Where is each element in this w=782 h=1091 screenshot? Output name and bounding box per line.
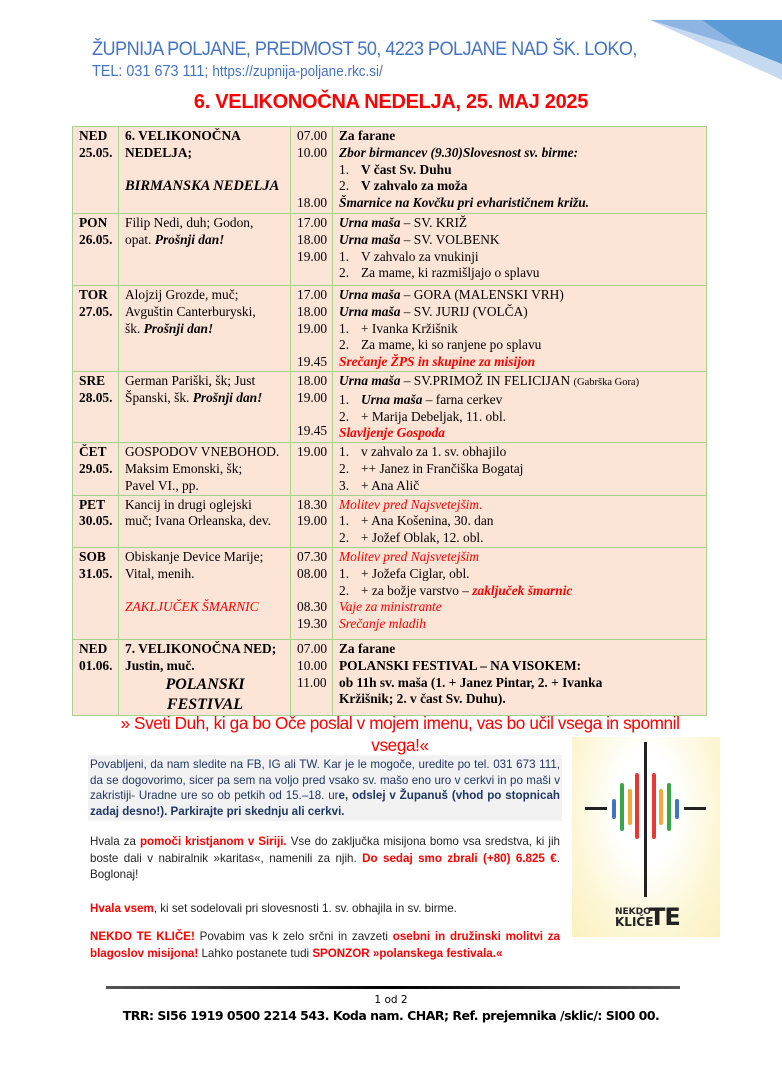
day-date: 28.05. bbox=[79, 389, 113, 405]
list-number: 2. bbox=[339, 178, 350, 194]
mass-time: 08.00 bbox=[297, 565, 328, 581]
mass-time: 10.00 bbox=[297, 657, 328, 673]
list-number: 2. bbox=[339, 582, 350, 598]
para-text: Povabim vas k zelo srčni in zavzeti bbox=[194, 930, 393, 943]
mass-time: 07.00 bbox=[297, 128, 328, 143]
mass-time: 11.00 bbox=[297, 674, 327, 690]
intention-text: ob 11h sv. maša (1. + Janez Pintar, 2. + Ivanka bbox=[339, 674, 603, 690]
day-cell bbox=[73, 443, 119, 495]
intention-text: – SV.PRIMOŽ IN FELICIJAN bbox=[400, 372, 574, 388]
feast-text: German Pariški, šk; Just bbox=[125, 372, 256, 388]
list-number: 2. bbox=[339, 460, 350, 476]
list-number: 1. bbox=[339, 513, 350, 529]
list-number: 1. bbox=[339, 161, 350, 177]
list-number: 1. bbox=[339, 565, 350, 581]
day-date: 31.05. bbox=[79, 565, 113, 581]
schedule-row bbox=[73, 286, 707, 372]
feast-cell bbox=[119, 286, 291, 372]
sound-bar bbox=[620, 783, 624, 831]
intention-text: V zahvalo za moža bbox=[361, 178, 468, 194]
feast-cell bbox=[119, 214, 291, 286]
feast-text: 7. VELIKONOČNA NED; bbox=[125, 640, 277, 656]
intention-text: Za farane bbox=[339, 640, 396, 656]
feast-note: Prošnji dan! bbox=[154, 231, 225, 247]
intention-text: V čast Sv. Duhu bbox=[361, 161, 452, 177]
intention-text: – GORA (MALENSKI VRH) bbox=[400, 287, 564, 302]
list-number: 2. bbox=[339, 530, 350, 546]
intention-label: Urna maša bbox=[339, 231, 401, 247]
mass-time: 19.00 bbox=[297, 320, 328, 336]
day-cell bbox=[73, 286, 119, 372]
time-cell bbox=[291, 371, 333, 442]
feast-text: Obiskanje Device Marije; bbox=[125, 548, 264, 564]
intention-label: Urna maša bbox=[339, 303, 401, 319]
day-date: 26.05. bbox=[79, 231, 113, 247]
cross-right-arm bbox=[684, 807, 706, 810]
cross-left-arm bbox=[585, 807, 607, 810]
para-text: Hvala za bbox=[90, 835, 140, 848]
mass-time: 19.00 bbox=[297, 513, 328, 529]
corner-decoration bbox=[632, 0, 782, 80]
intention-text: Za mame, ki razmišljajo o splavu bbox=[361, 265, 540, 281]
mass-time: 19.00 bbox=[297, 444, 328, 460]
intention-text: + Ivanka Kržišnik bbox=[361, 320, 458, 336]
mass-time: 18.00 bbox=[297, 303, 328, 319]
mass-time: 19.30 bbox=[297, 616, 328, 632]
logo-text-nekdo: NEKDO bbox=[615, 907, 651, 917]
intention-location: (Gabrška Gora) bbox=[573, 376, 640, 388]
feast-note: Prošnji dan! bbox=[192, 389, 263, 405]
list-number: 1. bbox=[339, 320, 350, 336]
time-cell bbox=[291, 286, 333, 372]
parish-website-link[interactable]: https://zupnija-poljane.rkc.si/ bbox=[212, 63, 383, 80]
parish-phone: TEL: 031 673 111; bbox=[92, 63, 209, 80]
intention-text: v zahvalo za 1. sv. obhajilo bbox=[361, 444, 507, 460]
intention-text: Srečanje mladih bbox=[339, 616, 426, 632]
list-number: 1. bbox=[339, 444, 350, 460]
mass-time: 07.00 bbox=[297, 640, 328, 656]
schedule-row bbox=[73, 495, 707, 547]
sound-bar bbox=[652, 773, 656, 839]
mass-time: 19.00 bbox=[297, 248, 328, 264]
intention-text: ++ Janez in Frančiška Bogataj bbox=[361, 460, 524, 476]
day-name: PON bbox=[79, 215, 108, 230]
feast-text: Filip Nedi, duh; Godon, bbox=[125, 215, 254, 230]
intention-text: + Ana Košenina, 30. dan bbox=[361, 513, 494, 529]
page-title: 6. VELIKONOČNA NEDELJA, 25. MAJ 2025 bbox=[193, 91, 589, 113]
mass-time: 19.45 bbox=[297, 354, 328, 370]
feast-cell bbox=[119, 371, 291, 442]
intention-text: Srečanje ŽPS in skupine za misijon bbox=[339, 354, 536, 370]
mission-logo bbox=[572, 737, 720, 937]
intention-text: Molitev pred Najsvetejšim. bbox=[339, 496, 483, 512]
intention-label: Urna maša bbox=[339, 287, 401, 302]
mass-time: 19.45 bbox=[297, 423, 328, 439]
time-cell bbox=[291, 495, 333, 547]
donation-total: Do sedaj smo zbrali (+80) 6.825 € bbox=[362, 851, 557, 865]
quote-line: » Sveti Duh, ki ga bo Oče poslal v mojem imenu, vas bo učil vsega in spomnil bbox=[120, 713, 680, 733]
feast-text: muč; Ivana Orleanska, dev. bbox=[125, 513, 271, 529]
para-text: Lahko postanete tudi bbox=[198, 946, 313, 960]
intention-text: – farna cerkev bbox=[422, 391, 503, 407]
para-highlight: NEKDO TE KLIČE! bbox=[90, 930, 195, 943]
list-number: 1. bbox=[339, 248, 350, 264]
mass-time: 18.00 bbox=[297, 231, 328, 247]
intention-cell bbox=[333, 371, 707, 442]
day-name: NED bbox=[79, 640, 108, 656]
footer-divider bbox=[106, 986, 680, 989]
day-name: ČET bbox=[79, 444, 107, 460]
mass-time: 10.00 bbox=[297, 144, 328, 160]
feast-note: POLANSKI bbox=[165, 675, 245, 693]
feast-text: Avguštin Canterburyski, bbox=[125, 303, 256, 319]
feast-note: Prošnji dan! bbox=[143, 320, 214, 336]
feast-text: Kancij in drugi oglejski bbox=[125, 496, 252, 512]
para-text: , ki set sodelovali pri slovesnosti 1. sv. obhajila in sv. birme. bbox=[153, 902, 457, 915]
contact-info-box bbox=[88, 755, 562, 821]
feast-text: Pavel VI., pp. bbox=[125, 477, 199, 493]
sound-bar bbox=[675, 799, 679, 819]
feast-cell bbox=[119, 443, 291, 495]
mass-time: 18.00 bbox=[297, 372, 328, 388]
syria-donation-paragraph bbox=[90, 834, 560, 884]
cross-vertical bbox=[644, 742, 647, 897]
schedule-row bbox=[73, 547, 707, 639]
feast-text: 6. VELIKONOČNA bbox=[125, 128, 241, 143]
intention-label: Urna maša bbox=[339, 215, 401, 230]
schedule-row bbox=[73, 371, 707, 442]
intention-cell bbox=[333, 127, 707, 214]
para-text: . Boglonaj! bbox=[90, 851, 560, 881]
para-highlight: osebni in družinski molitvi za blagoslov misijona! bbox=[90, 930, 560, 960]
sound-bar bbox=[628, 789, 632, 825]
sound-bar bbox=[635, 773, 639, 839]
feast-cell bbox=[119, 639, 291, 715]
intention-text: Zbor birmancev (9.30)Slovesnost sv. birme: bbox=[339, 144, 579, 160]
day-cell bbox=[73, 495, 119, 547]
day-cell bbox=[73, 371, 119, 442]
bank-account-info: TRR: SI56 1919 0500 2214 543. Koda nam. CHAR; Ref. prejemnika /sklic/: SI00 00. bbox=[122, 1008, 660, 1023]
day-date: 01.06. bbox=[79, 657, 113, 673]
day-name: PET bbox=[79, 496, 106, 512]
intention-text: – SV. VOLBENK bbox=[400, 231, 500, 247]
day-date: 25.05. bbox=[79, 144, 113, 160]
intention-text: Molitev pred Najsvetejšim bbox=[339, 548, 480, 564]
list-number: 2. bbox=[339, 408, 350, 424]
time-cell bbox=[291, 127, 333, 214]
day-date: 30.05. bbox=[79, 513, 113, 529]
feast-note: ZAKLJUČEK ŠMARNIC bbox=[125, 599, 259, 615]
mission-paragraph bbox=[90, 929, 560, 962]
intention-text: Vaje za ministrante bbox=[339, 599, 442, 615]
intention-text: V zahvalo za vnukinji bbox=[361, 248, 479, 264]
mass-time: 18.30 bbox=[297, 496, 328, 512]
intention-label: Urna maša bbox=[361, 391, 423, 407]
day-cell bbox=[73, 639, 119, 715]
intention-text: + Ana Alič bbox=[361, 477, 420, 493]
mass-time: 18.00 bbox=[297, 195, 328, 211]
feast-cell bbox=[119, 127, 291, 214]
intention-cell bbox=[333, 214, 707, 286]
day-name: SRE bbox=[79, 372, 106, 388]
time-cell bbox=[291, 214, 333, 286]
intention-text: + Jožef Oblak, 12. obl. bbox=[361, 530, 484, 546]
intention-cell bbox=[333, 443, 707, 495]
day-date: 29.05. bbox=[79, 460, 113, 476]
list-number: 2. bbox=[339, 337, 350, 353]
intention-cell bbox=[333, 495, 707, 547]
intention-text: Za farane bbox=[339, 128, 396, 143]
feast-text: Maksim Emonski, šk; bbox=[125, 460, 243, 476]
para-highlight: SPONZOR »polanskega festivala.« bbox=[312, 946, 503, 960]
intention-text: – SV. KRIŽ bbox=[400, 215, 468, 230]
sound-bar bbox=[667, 783, 671, 831]
intention-text: Za mame, ki so ranjene po splavu bbox=[361, 337, 542, 353]
day-date: 27.05. bbox=[79, 303, 113, 319]
intention-text: POLANSKI FESTIVAL – NA VISOKEM: bbox=[339, 657, 582, 673]
list-number: 1. bbox=[339, 391, 350, 407]
intention-text: + Jožefa Ciglar, obl. bbox=[361, 565, 470, 581]
intention-label: Urna maša bbox=[339, 372, 401, 388]
intention-cell bbox=[333, 286, 707, 372]
feast-note: FESTIVAL bbox=[166, 695, 244, 713]
feast-cell bbox=[119, 547, 291, 639]
intention-cell bbox=[333, 547, 707, 639]
para-highlight: Hvala vsem bbox=[90, 902, 154, 915]
schedule-row bbox=[73, 214, 707, 286]
mass-time: 19.00 bbox=[297, 389, 328, 405]
feast-text: opat. bbox=[125, 231, 152, 247]
feast-text: BIRMANSKA NEDELJA bbox=[125, 178, 280, 195]
sound-bar bbox=[659, 789, 663, 825]
schedule-row bbox=[73, 127, 707, 214]
intention-text: + za božje varstvo – bbox=[361, 582, 473, 598]
intention-note: zaključek šmarnic bbox=[472, 582, 573, 598]
feast-text: Justin, muč. bbox=[125, 657, 195, 673]
parish-address: ŽUPNIJA POLJANE, PREDMOST 50, 4223 POLJANE NAD ŠK. LOKO, bbox=[92, 38, 637, 60]
intention-text: + Marija Debeljak, 11. obl. bbox=[361, 408, 507, 424]
intention-text: Kržišnik; 2. v čast Sv. Duhu). bbox=[339, 691, 506, 707]
feast-text: GOSPODOV VNEBOHOD. bbox=[125, 444, 280, 460]
feast-text: Španski, šk. bbox=[125, 389, 190, 405]
feast-text: šk. bbox=[125, 320, 141, 336]
feast-cell bbox=[119, 495, 291, 547]
thanks-paragraph bbox=[90, 901, 560, 918]
schedule-row bbox=[73, 639, 707, 715]
time-cell bbox=[291, 547, 333, 639]
intention-text: – SV. JURIJ (VOLČA) bbox=[400, 303, 528, 319]
feast-text: Vital, menih. bbox=[125, 565, 195, 581]
day-name: TOR bbox=[79, 287, 108, 302]
parish-contact bbox=[92, 63, 383, 81]
page-number: 1 od 2 bbox=[374, 994, 408, 1006]
logo-text-te: TE bbox=[649, 903, 680, 931]
sound-bar bbox=[612, 799, 616, 819]
time-cell bbox=[291, 443, 333, 495]
feast-text: NEDELJA; bbox=[125, 144, 192, 160]
mass-time: 08.30 bbox=[297, 599, 328, 615]
quote-line: vsega!« bbox=[371, 735, 429, 755]
schedule-row bbox=[73, 443, 707, 495]
mass-time: 17.00 bbox=[297, 287, 328, 302]
info-text: Povabljeni, da nam sledite na FB, IG ali TW. Kar je le mogoče, uredite po tel. 031 673 111, da se dogovorimo, sicer pa sem na voljo pred vsako sv. mašo eno uro v cerkvi in po maši v zakristiji- Uradne ure so ob petkih od 15.–18. ur bbox=[90, 758, 560, 802]
day-name: NED bbox=[79, 128, 108, 143]
feast-text: Alojzij Grozde, muč; bbox=[125, 287, 239, 302]
para-text: Vse do zaključka misijona bomo vsa sredstva, ki jih boste dali v nabiralnik »karitas«, namenili za njih. bbox=[90, 835, 561, 865]
time-cell bbox=[291, 639, 333, 715]
intention-text: Šmarnice na Kovčku pri evharističnem križu. bbox=[339, 195, 589, 211]
mass-schedule-table bbox=[72, 126, 707, 716]
day-name: SOB bbox=[79, 548, 106, 564]
mass-time: 17.00 bbox=[297, 215, 328, 230]
day-cell bbox=[73, 214, 119, 286]
list-number: 3. bbox=[339, 477, 350, 493]
day-cell bbox=[73, 127, 119, 214]
intention-text: Slavljenje Gospoda bbox=[339, 425, 446, 441]
para-highlight: pomoči kristjanom v Siriji. bbox=[139, 835, 287, 848]
list-number: 2. bbox=[339, 265, 350, 281]
info-text-bold: e, odslej v Županuš (vhod po stopnicah zadaj desno!). Parkirajte pri skednju ali cerkvi. bbox=[90, 789, 560, 818]
logo-text-klice: KLIČE bbox=[615, 915, 654, 929]
intention-cell bbox=[333, 639, 707, 715]
mass-time: 07.30 bbox=[297, 548, 328, 564]
day-cell bbox=[73, 547, 119, 639]
